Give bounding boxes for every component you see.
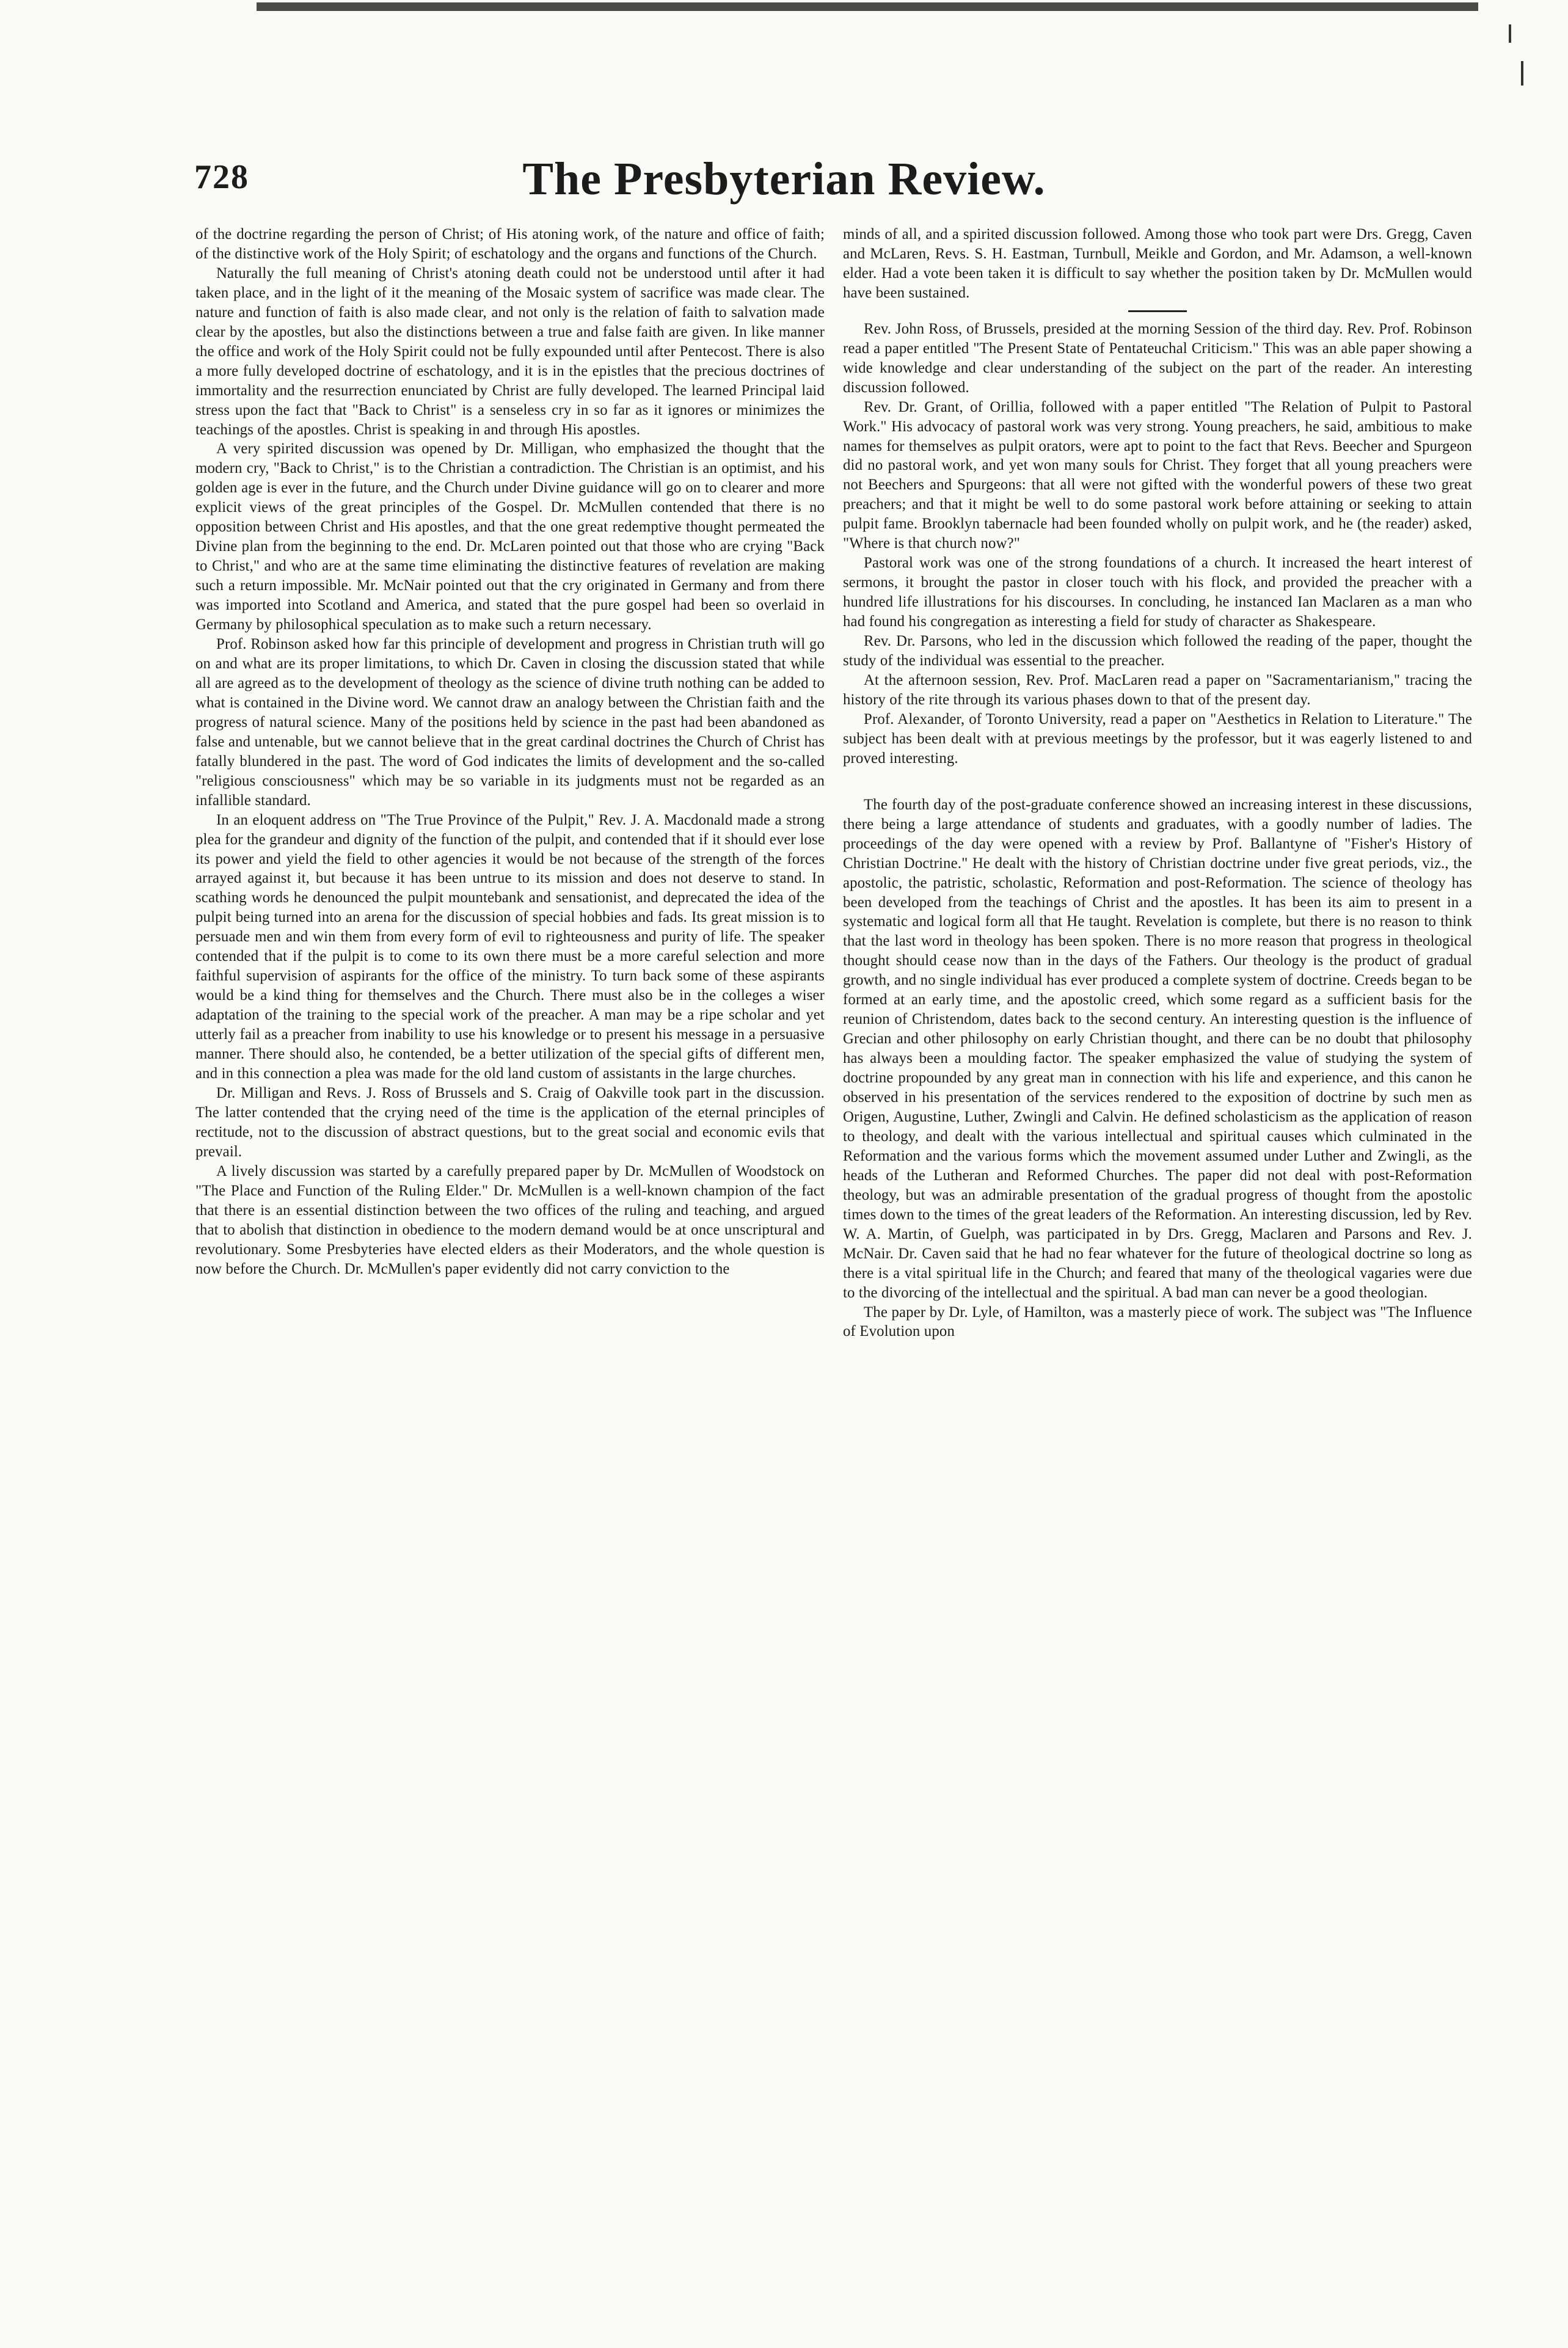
paragraph: Rev. Dr. Parsons, who led in the discussion which followed the reading of the paper, thought the study of the individual was essential to the preacher.	[843, 633, 1472, 669]
section-divider	[1128, 310, 1187, 312]
paragraph: The paper by Dr. Lyle, of Hamilton, was a masterly piece of work. The subject was "The Influence of Evolution upon	[843, 1303, 1472, 1340]
right-column	[843, 225, 1472, 1341]
page-number: 728	[194, 158, 249, 196]
scan-margin-mark	[1521, 61, 1523, 86]
paragraph: The fourth day of the post-graduate conference showed an increasing interest in these discussions, there being a large attendance of students and graduates, with a goodly number of ladies. The proceedings of the day were opened with a review by Prof. Ballantyne of "Fisher's History of Christian Doctrine." He dealt with the history of Christian doctrine under five great periods, viz., the apostolic, the patristic, scholastic, Reformation and post-Reformation. The science of theology has been developed from the teachings of Christ and the apostles. It has been its aim to present in a systematic and logical form all that He taught. Revelation is complete, but there is no reason to think that the last word in theology has been spoken. There is no more reason that progress in theological thought should cease now than in the days of the Fathers. Our theology is the product of gradual growth, and no single individual has ever produced a complete system of doctrine. Creeds began to be formed at an early time, and the apostolic creed, which some regard as a sufficient basis for the reunion of Christendom, dates back to the second century. An interesting question is the influence of Grecian and other philosophy on early Christian thought, and there can be no doubt that philosophy has always been a moulding factor. The speaker emphasized the value of studying the system of doctrine propounded by any great man in connection with his life and experience, and this canon he observed in his presentation of the services rendered to the exposition of doctrine by such men as Origen, Augustine, Luther, Zwingli and Calvin. He defined scholasticism as the application of reason to theology, and dealt with the various intellectual and spiritual causes which culminated in the Reformation and the various forms which the movement assumed under Luther and Zwingli, as the heads of the Lutheran and Reformed Churches. The paper did not deal with post-Reformation theology, but was an admirable presentation of the gradual progress of thought from the apostolic times down to the times of the great leaders of the Reformation. An interesting discussion, led by Rev. W. A. Martin, of Guelph, was participated in by Drs. Gregg, Maclaren and Parsons and Rev. J. McNair. Dr. Caven said that he had no fear whatever for the future of theological doctrine so long as there is a vital spiritual life in the Church; and feared that many of the theological vagaries were due to the divorcing of the intellectual and the spiritual. A bad man can never be a good theologian.	[843, 796, 1472, 1301]
paragraph: A lively discussion was started by a carefully prepared paper by Dr. McMullen of Woodstock on "The Place and Function of the Ruling Elder." Dr. McMullen is a well-known champion of the fact that there is an essential distinction between the two offices of the ruling and teaching, and argued that to abolish that distinction in obedience to the modern demand would be at once unscriptural and revolutionary. Some Presbyteries have elected elders as their Moderators, and the whole question is now before the Church. Dr. McMullen's paper evidently did not carry conviction to the	[195, 1162, 825, 1277]
scan-margin-mark	[1509, 24, 1511, 43]
paragraph: Rev. Dr. Grant, of Orillia, followed with a paper entitled "The Relation of Pulpit to Pastoral Work." His advocacy of pastoral work was very strong. Young preachers, he said, ambitious to make names for themselves as pulpit orators, were apt to point to the fact that Revs. Beecher and Spurgeon did no pastoral work, and yet won many souls for Christ. They forget that all young preachers were not Beechers and Spurgeons: that all were not gifted with the wonderful powers of these two great preachers; and that it might be well to do some pastoral work before attaining or seeking to attain pulpit fame. Brooklyn tabernacle had been founded wholly on pulpit work, and he (the reader) asked, "Where is that church now?"	[843, 398, 1472, 552]
paragraph: Prof. Alexander, of Toronto University, read a paper on "Aesthetics in Relation to Literature." The subject has been dealt with at previous meetings by the professor, but it was eagerly listened to and proved interesting.	[843, 710, 1472, 767]
paragraph: At the afternoon session, Rev. Prof. MacLaren read a paper on "Sacramentarianism," tracing the history of the rite through its various phases down to that of the present day.	[843, 671, 1472, 708]
paragraph: A very spirited discussion was opened by Dr. Milligan, who emphasized the thought that the modern cry, "Back to Christ," is to the Christian a contradiction. The Christian is an optimist, and his golden age is ever in the future, and the Church under Divine guidance will go on to clearer and more explicit views of the great principles of the Gospel. Dr. McMullen contended that there is no opposition between Christ and His apostles, and that the one great redemptive thought permeated the Divine plan from the beginning to the end. Dr. McLaren pointed out that those who are crying "Back to Christ," and who are at the same time eliminating the distinctive features of revelation are making such a return impossible. Mr. McNair pointed out that the cry originated in Germany and from there was imported into Scotland and America, and stated that the pure gospel had been so overlaid in Germany by philosophical speculation as to make such a return necessary.	[195, 440, 825, 633]
paragraph: Rev. John Ross, of Brussels, presided at the morning Session of the third day. Rev. Prof. Robinson read a paper entitled "The Present State of Pentateuchal Criticism." This was an able paper showing a wide knowledge and clear understanding of the subject on the part of the reader. An interesting discussion followed.	[843, 320, 1472, 396]
section-break	[843, 768, 1472, 795]
paragraph: In an eloquent address on "The True Province of the Pulpit," Rev. J. A. Macdonald made a strong plea for the grandeur and dignity of the function of the pulpit, and contended that if it should ever lose its power and yield the field to other agencies it would be not because of the strength of the forces arrayed against it, but because it has been untrue to its mission and does not deserve to stand. In scathing words he denounced the pulpit mountebank and sensationist, and deprecated the idea of the pulpit being turned into an arena for the discussion of special hobbies and fads. Its great mission is to persuade men and win them from every form of evil to righteousness and purity of life. The speaker contended that if the pulpit is to come to its own there must be a more careful selection and more faithful supervision of aspirants for the office of the ministry. To turn back some of these aspirants would be a kind thing for themselves and the Church. There must also be in the colleges a wiser adaptation of the training to the special work of the preacher. A man may be a ripe scholar and yet utterly fail as a preacher from inability to use his knowledge or to present his message in a persuasive manner. There should also, he contended, be a better utilization of the special gifts of different men, and in this connection a plea was made for the old land custom of assistants in the large churches.	[195, 811, 825, 1082]
paragraph: of the doctrine regarding the person of Christ; of His atoning work, of the nature and office of faith; of the distinctive work of the Holy Spirit; of eschatology and the organs and functions of the Church.	[195, 226, 825, 262]
paragraph: Pastoral work was one of the strong foundations of a church. It increased the heart interest of sermons, it brought the pastor in closer touch with his flock, and provided the preacher with a hundred life illustrations for his discourses. In concluding, he instanced Ian Maclaren as a man who had found his congregation as interesting a field for study of character as Shakespeare.	[843, 555, 1472, 630]
left-column	[195, 225, 825, 1278]
journal-title: The Presbyterian Review.	[522, 153, 1046, 205]
scan-edge-rule	[257, 2, 1478, 11]
paragraph: Dr. Milligan and Revs. J. Ross of Brussels and S. Craig of Oakville took part in the discussion. The latter contended that the crying need of the time is the application of the eternal principles of rectitude, not to the discussion of abstract questions, but to the great social and economic evils that prevail.	[195, 1084, 825, 1160]
paragraph: Naturally the full meaning of Christ's atoning death could not be understood until after it had taken place, and in the light of it the meaning of the Mosaic system of sacrifice was made clear. The nature and function of faith is also made clear, and not only is the relation of faith to salvation made clear by the apostles, but also the distinctions between a true and false faith are given. In like manner the office and work of the Holy Spirit could not be fully expounded until after Pentecost. There is also a more fully developed doctrine of eschatology, and it is in the epistles that the precious doctrines of immortality and the resurrection enunciated by Christ are fully developed. The learned Principal laid stress upon the fact that "Back to Christ" is a senseless cry in so far as it ignores or minimizes the teachings of the apostles. Christ is speaking in and through His apostles.	[195, 264, 825, 438]
paragraph: Prof. Robinson asked how far this principle of development and progress in Christian truth will go on and what are its proper limitations, to which Dr. Caven in closing the discussion stated that while all are agreed as to the development of theology as the science of divine truth nothing can be added to what is contained in the Divine word. We cannot draw an analogy between the Christian faith and the progress of natural science. Many of the positions held by science in the past had been abandoned as false and untenable, but we cannot believe that in the great cardinal doctrines the Church of Christ has fatally blundered in the past. The word of God indicates the limits of development and the so-called "religious consciousness" which may be so variable in its judgments must not be regarded as an infallible standard.	[195, 636, 825, 809]
paragraph: minds of all, and a spirited discussion followed. Among those who took part were Drs. Gregg, Caven and McLaren, Revs. S. H. Eastman, Turnbull, Meikle and Gordon, and Mr. Adamson, a well-known elder. Had a vote been taken it is difficult to say whether the position taken by Dr. McMullen would have been sustained.	[843, 226, 1472, 301]
